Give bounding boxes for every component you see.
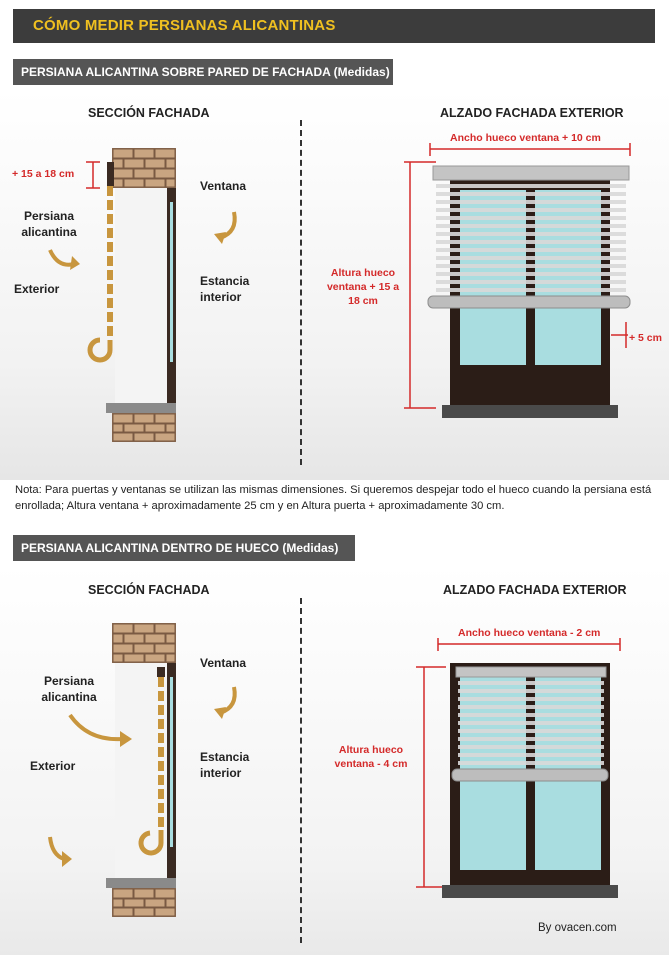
section1-elevation-drawing: [400, 140, 669, 430]
section2-elevation-drawing: [400, 615, 669, 905]
blind-roll-coil: [90, 340, 110, 360]
section1-label-exterior: Exterior: [14, 282, 60, 296]
credit: By ovacen.com: [538, 922, 617, 934]
blind-bottom-rail: [428, 296, 630, 308]
roller-box: [157, 667, 165, 677]
section1-label-estancia: Estancia interior: [200, 274, 250, 304]
side-dimension: [611, 322, 628, 348]
section2-heading: PERSIANA ALICANTINA DENTRO DE HUECO (Medidas): [21, 541, 339, 555]
height-dimension: [404, 162, 436, 408]
section2-right-title: ALZADO FACHADA EXTERIOR: [443, 583, 627, 597]
sill: [106, 403, 176, 413]
sill: [106, 878, 176, 888]
section1-heading: PERSIANA ALICANTINA SOBRE PARED DE FACHADA (Medidas): [21, 65, 390, 79]
brick-wall-bottom: [112, 888, 176, 917]
section2-divider: [300, 598, 302, 943]
section2-label-ventana: Ventana: [200, 656, 247, 670]
section1-width-measure: Ancho hueco ventana + 10 cm: [450, 132, 601, 144]
section1-label-persiana: Persiana alicantina: [21, 209, 77, 239]
section1-divider: [300, 120, 302, 465]
title-bar: [13, 9, 655, 43]
section2-label-exterior: Exterior: [30, 759, 76, 773]
section1-left-title: SECCIÓN FACHADA: [88, 106, 210, 120]
brick-wall-top: [112, 148, 176, 188]
window-sill: [442, 885, 618, 898]
section1-height-measure: Altura hueco ventana + 15 a 18 cm: [326, 267, 400, 307]
interior-wall: [115, 188, 170, 403]
section1-right-title: ALZADO FACHADA EXTERIOR: [440, 106, 624, 120]
height-dimension: [416, 667, 446, 887]
blind-bottom-rail: [452, 769, 608, 781]
section2-height-measure: Altura hueco ventana - 4 cm: [334, 744, 408, 770]
arrow-persiana: [70, 715, 122, 739]
section2-label-estancia: Estancia interior: [200, 750, 250, 780]
section1-label-ventana: Ventana: [200, 179, 247, 193]
section1-measure-top: + 15 a 18 cm: [12, 168, 75, 180]
note-text: Nota: Para puertas y ventanas se utilizan las mismas dimensiones. Si queremos despejar todo el hueco cuando la persiana está enrollada; Altura ventana + aproximadamente 25 cm y en Altura puerta + aproximadamente 30 cm.: [15, 484, 652, 512]
section2-label-persiana: Persiana alicantina: [41, 674, 97, 704]
section1-side-measure: + 5 cm: [629, 332, 662, 344]
roller-box: [107, 162, 114, 186]
brick-wall-top: [112, 623, 176, 663]
arrow-exterior: [50, 837, 64, 859]
arrow-exterior-head: [62, 851, 72, 867]
section2-left-title: SECCIÓN FACHADA: [88, 583, 210, 597]
arrow-persiana-head: [70, 256, 80, 270]
window-glass: [170, 202, 173, 362]
brick-wall-bottom: [112, 413, 176, 442]
section2-width-measure: Ancho hueco ventana - 2 cm: [458, 627, 601, 639]
window-glass: [170, 677, 173, 847]
blind-headrail: [456, 667, 606, 677]
window-sill: [442, 405, 618, 418]
arrow-persiana: [50, 250, 74, 265]
page-title: CÓMO MEDIR PERSIANAS ALICANTINAS: [33, 17, 336, 34]
section1-heading-bar: [13, 59, 393, 85]
blind-headrail: [433, 166, 629, 180]
section2-heading-bar: [13, 535, 355, 561]
measure-top-marker: [86, 162, 100, 188]
